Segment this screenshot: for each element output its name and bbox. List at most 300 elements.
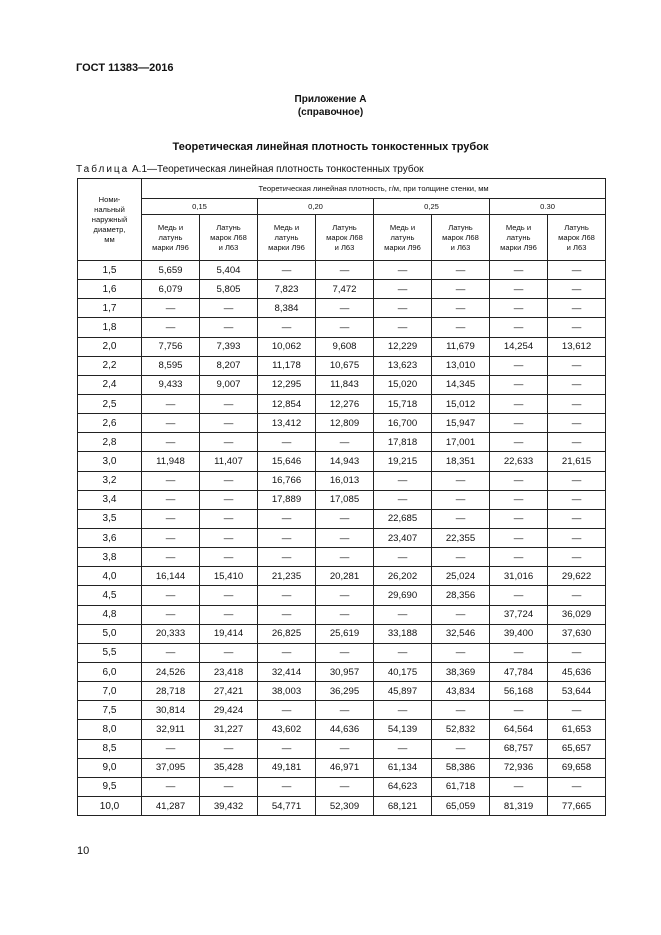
density-cell: — — [432, 739, 490, 758]
density-cell: 15,410 — [200, 567, 258, 586]
density-cell: 12,854 — [258, 394, 316, 413]
diameter-cell: 9,5 — [78, 777, 142, 796]
density-cell: 27,421 — [200, 682, 258, 701]
density-cell: — — [200, 490, 258, 509]
diameter-cell: 2,6 — [78, 414, 142, 433]
density-cell: — — [374, 280, 432, 299]
diameter-cell: 5,5 — [78, 643, 142, 662]
density-cell: 21,615 — [548, 452, 606, 471]
table-row — [78, 261, 606, 280]
density-cell: — — [548, 375, 606, 394]
table-row — [78, 739, 606, 758]
density-cell: — — [142, 471, 200, 490]
density-cell: 7,823 — [258, 280, 316, 299]
diameter-cell: 6,0 — [78, 662, 142, 681]
density-cell: 11,843 — [316, 375, 374, 394]
density-cell: 6,079 — [142, 280, 200, 299]
material-header-brass: Латунь марок Л68 и Л63 — [200, 215, 258, 261]
density-cell: 45,636 — [548, 662, 606, 681]
density-cell: 13,612 — [548, 337, 606, 356]
table-row — [78, 777, 606, 796]
density-cell: — — [316, 643, 374, 662]
density-cell: 8,595 — [142, 356, 200, 375]
density-cell: — — [200, 414, 258, 433]
table-caption-number: А.1 — [132, 164, 148, 175]
density-cell: — — [200, 299, 258, 318]
density-cell: — — [490, 261, 548, 280]
density-cell: 11,679 — [432, 337, 490, 356]
table-row — [78, 682, 606, 701]
density-cell: — — [258, 318, 316, 337]
table-row — [78, 337, 606, 356]
density-cell: 68,121 — [374, 796, 432, 815]
diameter-cell: 4,5 — [78, 586, 142, 605]
density-cell: 16,144 — [142, 567, 200, 586]
table-row — [78, 758, 606, 777]
material-header-copper: Медь и латунь марки Л96 — [258, 215, 316, 261]
density-cell: — — [200, 605, 258, 624]
density-cell: 21,235 — [258, 567, 316, 586]
density-cell: 28,718 — [142, 682, 200, 701]
density-cell: 46,971 — [316, 758, 374, 777]
diameter-cell: 2,0 — [78, 337, 142, 356]
density-cell: 16,013 — [316, 471, 374, 490]
density-cell: — — [548, 299, 606, 318]
density-cell: — — [200, 777, 258, 796]
density-cell: — — [374, 605, 432, 624]
material-header-brass: Латунь марок Л68 и Л63 — [316, 215, 374, 261]
density-cell: 19,414 — [200, 624, 258, 643]
density-cell: 44,636 — [316, 720, 374, 739]
density-cell: — — [432, 548, 490, 567]
density-cell: — — [490, 777, 548, 796]
density-cell: 43,602 — [258, 720, 316, 739]
diameter-cell: 1,8 — [78, 318, 142, 337]
table-row — [78, 433, 606, 452]
density-cell: 13,010 — [432, 356, 490, 375]
density-cell: — — [548, 414, 606, 433]
density-cell: 16,766 — [258, 471, 316, 490]
density-cell: — — [258, 777, 316, 796]
density-cell: — — [142, 509, 200, 528]
density-cell: 77,665 — [548, 796, 606, 815]
density-cell: 26,825 — [258, 624, 316, 643]
table-row — [78, 356, 606, 375]
density-cell: 14,345 — [432, 375, 490, 394]
density-cell: — — [316, 528, 374, 547]
density-cell: — — [548, 528, 606, 547]
density-cell: 52,832 — [432, 720, 490, 739]
density-cell: — — [258, 261, 316, 280]
density-cell: 23,418 — [200, 662, 258, 681]
density-cell: 11,948 — [142, 452, 200, 471]
annex-title: Приложение А — [294, 94, 367, 105]
density-cell: — — [374, 490, 432, 509]
density-cell: — — [432, 701, 490, 720]
annex-heading — [0, 93, 661, 119]
density-cell: 9,608 — [316, 337, 374, 356]
density-cell: 37,630 — [548, 624, 606, 643]
density-cell: 35,428 — [200, 758, 258, 777]
density-cell: 69,658 — [548, 758, 606, 777]
density-cell: — — [142, 777, 200, 796]
density-cell: — — [258, 605, 316, 624]
table-row — [78, 394, 606, 413]
density-cell: 49,181 — [258, 758, 316, 777]
density-cell: — — [374, 299, 432, 318]
density-cell: — — [548, 701, 606, 720]
table-header — [78, 179, 606, 261]
diameter-cell: 3,2 — [78, 471, 142, 490]
density-cell: — — [548, 490, 606, 509]
density-cell: 8,384 — [258, 299, 316, 318]
density-cell: — — [142, 739, 200, 758]
page-number: 10 — [77, 845, 90, 857]
density-cell: 52,309 — [316, 796, 374, 815]
density-cell: 45,897 — [374, 682, 432, 701]
density-cell: — — [258, 548, 316, 567]
density-cell: 23,407 — [374, 528, 432, 547]
density-cell: — — [490, 586, 548, 605]
density-cell: — — [548, 586, 606, 605]
table-body — [78, 261, 606, 816]
density-cell: — — [374, 261, 432, 280]
table-row — [78, 605, 606, 624]
density-cell: 10,675 — [316, 356, 374, 375]
density-cell: 18,351 — [432, 452, 490, 471]
density-cell: 53,644 — [548, 682, 606, 701]
density-cell: 20,281 — [316, 567, 374, 586]
density-cell: 47,784 — [490, 662, 548, 681]
density-cell: — — [142, 586, 200, 605]
diameter-cell: 4,8 — [78, 605, 142, 624]
table-row — [78, 586, 606, 605]
density-cell: — — [142, 643, 200, 662]
density-cell: — — [258, 528, 316, 547]
density-cell: — — [490, 280, 548, 299]
density-cell: — — [490, 471, 548, 490]
thickness-header: 0.30 — [490, 199, 606, 215]
density-cell: 12,809 — [316, 414, 374, 433]
density-cell: — — [200, 586, 258, 605]
density-cell: 15,012 — [432, 394, 490, 413]
density-cell: — — [316, 261, 374, 280]
density-cell: — — [548, 777, 606, 796]
density-table — [77, 178, 606, 816]
material-header-brass: Латунь марок Л68 и Л63 — [548, 215, 606, 261]
density-cell: 12,229 — [374, 337, 432, 356]
diameter-cell: 3,0 — [78, 452, 142, 471]
density-cell: — — [200, 548, 258, 567]
density-cell: 20,333 — [142, 624, 200, 643]
density-cell: — — [200, 739, 258, 758]
material-header-copper: Медь и латунь марки Л96 — [490, 215, 548, 261]
density-cell: 15,020 — [374, 375, 432, 394]
density-cell: 72,936 — [490, 758, 548, 777]
density-cell: — — [142, 414, 200, 433]
density-cell: 41,287 — [142, 796, 200, 815]
density-cell: — — [490, 394, 548, 413]
density-cell: 8,207 — [200, 356, 258, 375]
diameter-cell: 4,0 — [78, 567, 142, 586]
density-cell: — — [432, 280, 490, 299]
density-cell: 16,700 — [374, 414, 432, 433]
table-row — [78, 471, 606, 490]
table-row — [78, 720, 606, 739]
density-cell: 58,386 — [432, 758, 490, 777]
density-cell: — — [548, 261, 606, 280]
diameter-cell: 3,5 — [78, 509, 142, 528]
density-cell: 15,718 — [374, 394, 432, 413]
density-cell: 15,947 — [432, 414, 490, 433]
annex-subtitle: (справочное) — [297, 107, 364, 118]
material-header-copper: Медь и латунь марки Л96 — [142, 215, 200, 261]
density-cell: — — [374, 471, 432, 490]
density-cell: 81,319 — [490, 796, 548, 815]
diameter-cell: 5,0 — [78, 624, 142, 643]
density-cell: — — [374, 739, 432, 758]
diameter-cell: 1,7 — [78, 299, 142, 318]
density-cell: 14,254 — [490, 337, 548, 356]
diameter-cell: 7,5 — [78, 701, 142, 720]
density-cell: — — [258, 586, 316, 605]
density-cell: 36,295 — [316, 682, 374, 701]
density-cell: — — [258, 433, 316, 452]
density-cell: — — [548, 318, 606, 337]
density-cell: — — [200, 509, 258, 528]
density-cell: — — [316, 548, 374, 567]
density-cell: — — [490, 509, 548, 528]
material-header-brass: Латунь марок Л68 и Л63 — [432, 215, 490, 261]
density-cell: — — [200, 394, 258, 413]
density-cell: 13,623 — [374, 356, 432, 375]
density-cell: 11,407 — [200, 452, 258, 471]
table-row — [78, 414, 606, 433]
document-title: Теоретическая линейная плотность тонкостенных трубок — [172, 141, 489, 153]
density-cell: 64,623 — [374, 777, 432, 796]
diameter-cell: 2,8 — [78, 433, 142, 452]
density-cell: — — [200, 318, 258, 337]
diameter-cell: 8,0 — [78, 720, 142, 739]
density-cell: — — [490, 701, 548, 720]
density-cell: — — [432, 318, 490, 337]
density-cell: — — [374, 318, 432, 337]
density-cell: 26,202 — [374, 567, 432, 586]
table-row — [78, 662, 606, 681]
density-cell: 31,227 — [200, 720, 258, 739]
density-cell: 9,433 — [142, 375, 200, 394]
density-cell: 54,139 — [374, 720, 432, 739]
density-cell: 54,771 — [258, 796, 316, 815]
table-row — [78, 528, 606, 547]
density-cell: 25,024 — [432, 567, 490, 586]
density-cell: — — [374, 548, 432, 567]
diameter-cell: 2,2 — [78, 356, 142, 375]
density-cell: — — [490, 528, 548, 547]
density-cell: — — [142, 394, 200, 413]
density-cell: 15,646 — [258, 452, 316, 471]
density-cell: 7,472 — [316, 280, 374, 299]
density-cell: 28,356 — [432, 586, 490, 605]
density-cell: 30,814 — [142, 701, 200, 720]
table-caption-text: —Теоретическая линейная плотность тонкостенных трубок — [147, 164, 424, 175]
density-cell: — — [490, 299, 548, 318]
table-row — [78, 701, 606, 720]
density-cell: 65,059 — [432, 796, 490, 815]
density-cell: — — [258, 739, 316, 758]
density-cell: 37,724 — [490, 605, 548, 624]
diameter-cell: 9,0 — [78, 758, 142, 777]
density-cell: — — [490, 643, 548, 662]
diameter-cell: 2,4 — [78, 375, 142, 394]
table-row — [78, 567, 606, 586]
table-row — [78, 643, 606, 662]
density-cell: — — [490, 490, 548, 509]
density-cell: 36,029 — [548, 605, 606, 624]
density-cell: — — [490, 318, 548, 337]
density-cell: 37,095 — [142, 758, 200, 777]
table-row — [78, 375, 606, 394]
density-cell: — — [548, 433, 606, 452]
density-cell: 24,526 — [142, 662, 200, 681]
density-cell: 33,188 — [374, 624, 432, 643]
density-cell: — — [490, 414, 548, 433]
density-cell: 5,805 — [200, 280, 258, 299]
diameter-cell: 2,5 — [78, 394, 142, 413]
density-cell: — — [490, 548, 548, 567]
density-cell: 29,424 — [200, 701, 258, 720]
density-cell: — — [548, 548, 606, 567]
density-cell: — — [432, 490, 490, 509]
density-cell: 12,276 — [316, 394, 374, 413]
density-cell: — — [200, 471, 258, 490]
density-cell: — — [432, 261, 490, 280]
density-cell: 61,653 — [548, 720, 606, 739]
density-cell: 29,690 — [374, 586, 432, 605]
density-cell: — — [142, 318, 200, 337]
density-cell: 65,657 — [548, 739, 606, 758]
density-cell: — — [490, 375, 548, 394]
density-cell: 32,546 — [432, 624, 490, 643]
diameter-cell: 7,0 — [78, 682, 142, 701]
density-cell: 19,215 — [374, 452, 432, 471]
density-cell: — — [432, 509, 490, 528]
density-cell: — — [548, 509, 606, 528]
diameter-cell: 10,0 — [78, 796, 142, 815]
table-row — [78, 318, 606, 337]
density-cell: 30,957 — [316, 662, 374, 681]
density-cell: — — [258, 701, 316, 720]
density-cell: 22,355 — [432, 528, 490, 547]
density-cell: — — [142, 433, 200, 452]
density-cell: 61,134 — [374, 758, 432, 777]
density-cell: 17,001 — [432, 433, 490, 452]
density-cell: 7,756 — [142, 337, 200, 356]
table-caption-label: Таблица — [76, 164, 130, 175]
density-cell: 12,295 — [258, 375, 316, 394]
density-cell: — — [200, 528, 258, 547]
density-cell: — — [548, 643, 606, 662]
density-cell: — — [316, 701, 374, 720]
density-cell: — — [432, 643, 490, 662]
material-header-copper: Медь и латунь марки Л96 — [374, 215, 432, 261]
density-cell: 56,168 — [490, 682, 548, 701]
table-row — [78, 548, 606, 567]
density-cell: 39,400 — [490, 624, 548, 643]
density-cell: 25,619 — [316, 624, 374, 643]
table-row — [78, 280, 606, 299]
density-cell: 38,369 — [432, 662, 490, 681]
density-cell: — — [548, 280, 606, 299]
density-cell: 39,432 — [200, 796, 258, 815]
diameter-cell: 3,4 — [78, 490, 142, 509]
density-cell: — — [316, 739, 374, 758]
diameter-header: Номи- нальный наружный диаметр, мм — [78, 179, 142, 261]
density-cell: 5,659 — [142, 261, 200, 280]
standard-number: ГОСТ 11383—2016 — [76, 62, 174, 74]
density-cell: — — [142, 490, 200, 509]
density-cell: — — [142, 528, 200, 547]
density-cell: 61,718 — [432, 777, 490, 796]
table-row — [78, 624, 606, 643]
density-cell: — — [142, 299, 200, 318]
density-cell: 22,685 — [374, 509, 432, 528]
density-cell: 22,633 — [490, 452, 548, 471]
density-cell: — — [142, 548, 200, 567]
density-cell: 38,003 — [258, 682, 316, 701]
table-row — [78, 509, 606, 528]
density-cell: 5,404 — [200, 261, 258, 280]
density-cell: — — [490, 433, 548, 452]
density-cell: — — [316, 299, 374, 318]
density-cell: — — [548, 356, 606, 375]
diameter-cell: 1,6 — [78, 280, 142, 299]
thickness-header: 0,25 — [374, 199, 490, 215]
diameter-cell: 3,6 — [78, 528, 142, 547]
density-cell: 29,622 — [548, 567, 606, 586]
density-cell: — — [316, 433, 374, 452]
density-cell: 7,393 — [200, 337, 258, 356]
density-cell: 64,564 — [490, 720, 548, 739]
density-cell: — — [374, 701, 432, 720]
density-cell: 10,062 — [258, 337, 316, 356]
density-cell: 14,943 — [316, 452, 374, 471]
diameter-cell: 3,8 — [78, 548, 142, 567]
density-cell: 31,016 — [490, 567, 548, 586]
group-header: Теоретическая линейная плотность, г/м, при толщине стенки, мм — [142, 179, 606, 199]
density-cell: — — [316, 777, 374, 796]
table-row — [78, 452, 606, 471]
density-cell: — — [432, 299, 490, 318]
density-cell: 13,412 — [258, 414, 316, 433]
density-cell: 32,414 — [258, 662, 316, 681]
table-row — [78, 490, 606, 509]
density-cell: — — [142, 605, 200, 624]
density-cell: — — [316, 318, 374, 337]
density-cell: 17,889 — [258, 490, 316, 509]
density-cell: — — [200, 433, 258, 452]
table-caption — [76, 164, 424, 175]
density-cell: 40,175 — [374, 662, 432, 681]
diameter-cell: 8,5 — [78, 739, 142, 758]
table-row — [78, 299, 606, 318]
density-cell: 17,818 — [374, 433, 432, 452]
density-cell: 32,911 — [142, 720, 200, 739]
density-cell: — — [316, 605, 374, 624]
diameter-cell: 1,5 — [78, 261, 142, 280]
density-cell: — — [548, 394, 606, 413]
density-cell: — — [432, 605, 490, 624]
